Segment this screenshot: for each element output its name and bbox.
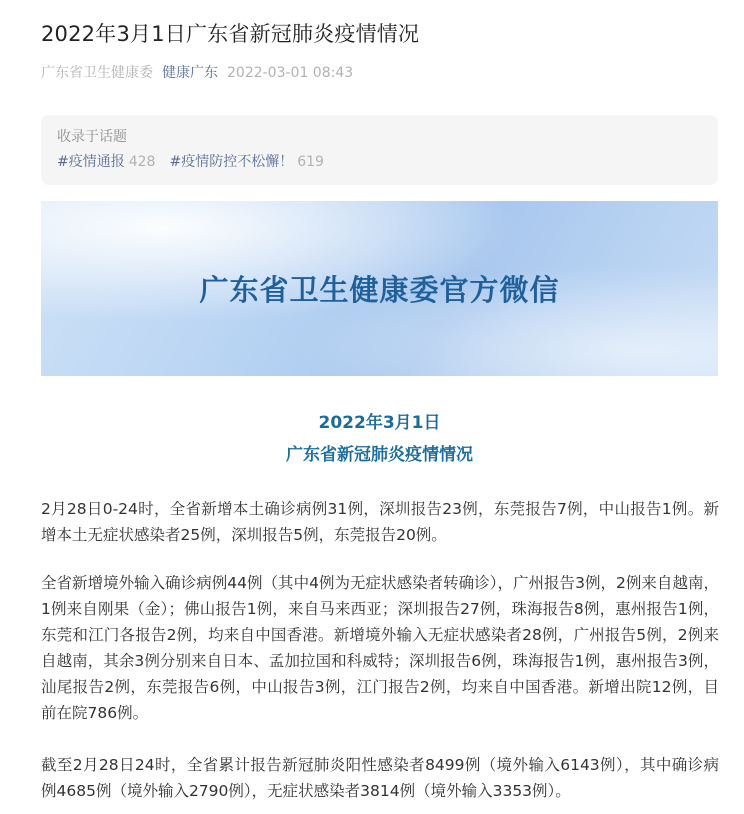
publish-time: 2022-03-01 08:43 <box>227 65 354 81</box>
article-title: 2022年3月1日广东省新冠肺炎疫情情况 <box>41 22 420 46</box>
body-paragraph: 全省新增境外输入确诊病例44例（其中4例为无症状感染者转确诊），广州报告3例，2例来自越南，1例来自刚果（金）；佛山报告1例，来自马来西亚；深圳报告27例，珠海报告8例，惠州报告1例，东莞和江门各报告2例，均来自中国香港。新增境外输入无症状感染者28例，广州报告5例，2例来自越南，其余3例分别来自日本、孟加拉国和科威特；深圳报告6例，珠海报告1例，惠州报告3例，汕尾报告2例，东莞报告6例，中山报告3例，江门报告2例，均来自中国香港。新增出院12例，目前在院786例。 <box>41 574 719 722</box>
topic-collection-box <box>41 115 718 185</box>
topic-tag-link[interactable]: #疫情防控不松懈！ <box>169 154 294 170</box>
article-source: 广东省卫生健康委 <box>41 65 153 81</box>
banner-text: 广东省卫生健康委官方微信 <box>199 273 560 307</box>
banner-image <box>41 201 718 376</box>
topic-tag-count: 619 <box>297 154 324 170</box>
body-paragraph: 截至2月28日24时，全省累计报告新冠肺炎阳性感染者8499例（境外输入6143例），其中确诊病例4685例（境外输入2790例），无症状感染者3814例（境外输入3353例）。 <box>41 756 719 800</box>
topic-tag-list <box>57 151 702 173</box>
headline-title: 广东省新冠肺炎疫情情况 <box>286 445 473 465</box>
topic-tag-count: 428 <box>128 154 156 170</box>
headline-date: 2022年3月1日 <box>318 413 441 433</box>
body-paragraph: 2月28日0-24时，全省新增本土确诊病例31例，深圳报告23例，东莞报告7例，中山报告1例。新增本土无症状感染者25例，深圳报告5例，东莞报告20例。 <box>41 500 719 544</box>
topic-tag-link[interactable]: #疫情通报 <box>57 154 125 170</box>
topic-heading: 收录于话题 <box>57 129 127 145</box>
account-name-link[interactable]: 健康广东 <box>162 65 218 81</box>
article-meta <box>41 63 353 83</box>
